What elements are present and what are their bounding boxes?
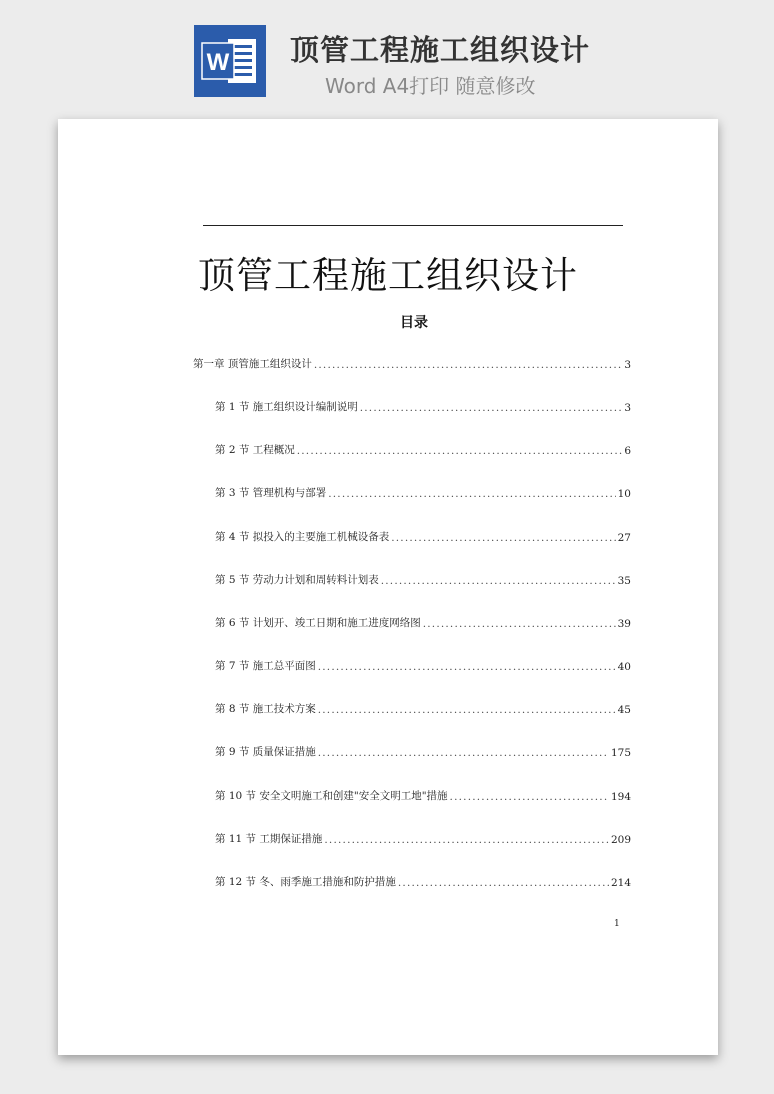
toc-entry-page: 214	[610, 877, 631, 889]
toc-entry-label: 第 8 节 施工技术方案	[215, 703, 316, 715]
toc-entry-label: 第 4 节 拟投入的主要施工机械设备表	[215, 531, 390, 543]
toc-heading: 目录	[400, 315, 428, 331]
toc-leader	[328, 488, 615, 500]
toc-entry-page: 175	[610, 747, 631, 759]
word-icon	[194, 25, 266, 97]
toc-leader	[318, 661, 616, 673]
toc-entry-label: 第 2 节 工程概况	[215, 444, 295, 456]
toc-entry-label: 第 12 节 冬、雨季施工措施和防护措施	[215, 876, 396, 888]
toc-entry[interactable]	[215, 398, 631, 414]
table-of-contents	[58, 119, 718, 1055]
toc-entry[interactable]	[215, 571, 631, 587]
toc-entry-page: 3	[624, 359, 631, 371]
toc-entry-page: 27	[617, 532, 631, 544]
word-icon-letter: W	[206, 49, 230, 76]
document-page	[58, 119, 718, 1055]
toc-entry-page: 45	[617, 704, 631, 716]
toc-leader	[360, 402, 623, 414]
banner-subtitle: Word A4打印 随意修改	[325, 74, 536, 98]
document-title: 顶管工程施工组织设计	[198, 254, 578, 297]
toc-entry[interactable]	[215, 873, 631, 889]
toc-leader	[423, 618, 616, 630]
toc-leader	[314, 359, 622, 371]
toc-entry-label: 第 9 节 质量保证措施	[215, 746, 316, 758]
toc-leader	[324, 834, 609, 846]
toc-entry-page: 39	[617, 618, 631, 630]
toc-entry-label: 第一章 顶管施工组织设计	[193, 358, 312, 370]
toc-entry-page: 209	[610, 834, 631, 846]
toc-entry-page: 194	[610, 791, 631, 803]
toc-entry-label: 第 5 节 劳动力计划和周转料计划表	[215, 574, 379, 586]
toc-leader	[318, 704, 616, 716]
toc-entry[interactable]	[215, 441, 631, 457]
toc-entry-page: 6	[624, 445, 631, 457]
toc-entry[interactable]	[215, 528, 631, 544]
toc-leader	[297, 445, 623, 457]
toc-entry[interactable]	[215, 787, 631, 803]
toc-leader	[318, 747, 609, 759]
toc-entry[interactable]	[215, 614, 631, 630]
toc-entry[interactable]	[215, 657, 631, 673]
toc-entry-label: 第 10 节 安全文明施工和创建"安全文明工地"措施	[215, 790, 448, 802]
toc-entry[interactable]	[215, 484, 631, 500]
toc-entry[interactable]	[215, 830, 631, 846]
toc-entry[interactable]	[215, 700, 631, 716]
toc-entry-label: 第 3 节 管理机构与部署	[215, 487, 327, 499]
toc-entry-label: 第 7 节 施工总平面图	[215, 660, 316, 672]
toc-leader	[381, 575, 616, 587]
toc-entry-page: 40	[617, 661, 631, 673]
banner-title: 顶管工程施工组织设计	[290, 33, 591, 67]
toc-entry-label: 第 11 节 工期保证措施	[215, 833, 323, 845]
banner	[0, 0, 774, 118]
toc-leader	[450, 791, 609, 803]
toc-leader	[391, 532, 615, 544]
page-number: 1	[614, 919, 620, 929]
toc-entry-page: 35	[617, 575, 631, 587]
toc-entry-page: 10	[617, 488, 631, 500]
toc-entry-page: 3	[624, 402, 631, 414]
toc-entry-label: 第 6 节 计划开、竣工日期和施工进度网络图	[215, 617, 421, 629]
toc-entry-label: 第 1 节 施工组织设计编制说明	[215, 401, 358, 413]
toc-leader	[398, 877, 609, 889]
toc-entry[interactable]	[193, 355, 631, 371]
toc-entry[interactable]	[215, 743, 631, 759]
